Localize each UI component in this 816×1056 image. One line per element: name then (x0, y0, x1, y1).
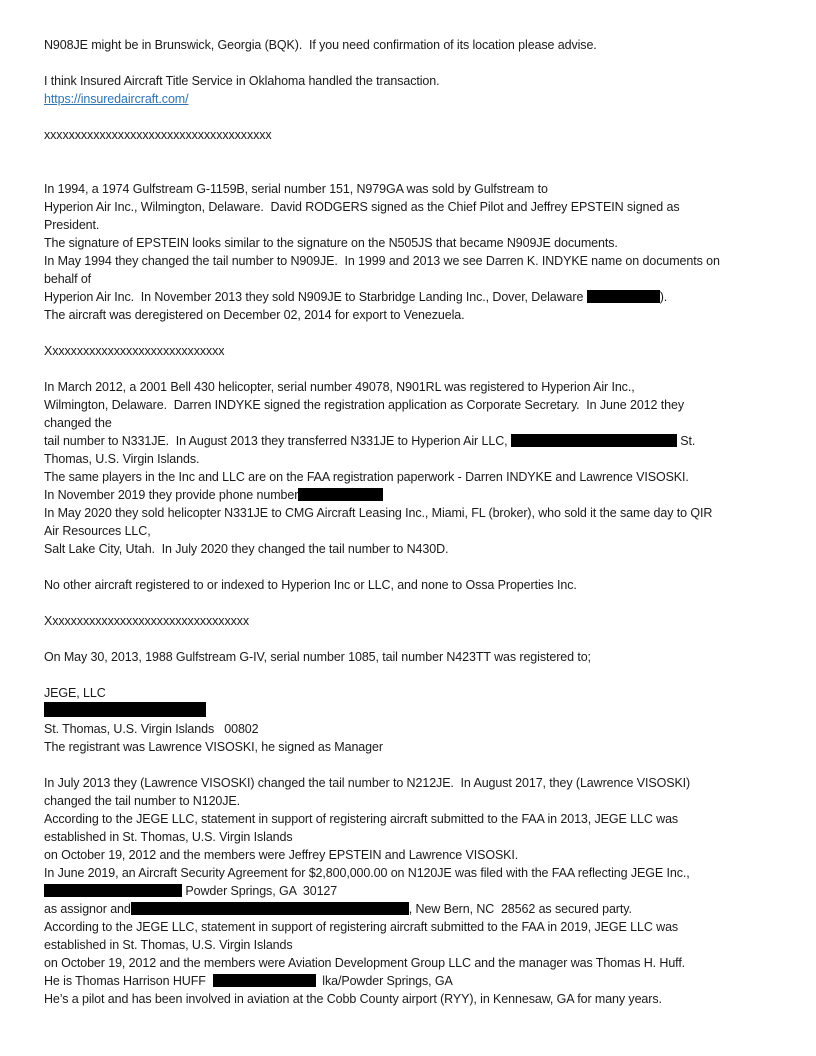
text-segment: Hyperion Air Inc. In November 2013 they sold N909JE to Starbridge Landing Inc., Dover, Delaware (44, 290, 587, 304)
text-segment: on October 19, 2012 and the members were Jeffrey EPSTEIN and Lawrence VISOSKI. (44, 848, 519, 862)
text-line (44, 738, 776, 756)
text-segment: Hyperion Air Inc., Wilmington, Delaware. David RODGERS signed as the Chief Pilot and Jeffrey EPSTEIN signed as (44, 200, 680, 214)
text-segment: Wilmington, Delaware. Darren INDYKE signed the registration application as Corporate Secretary. In June 2012 they (44, 398, 684, 412)
text-segment: Xxxxxxxxxxxxxxxxxxxxxxxxxxxxx (44, 344, 225, 358)
text-line (44, 234, 776, 252)
text-segment: changed the tail number to N120JE. (44, 794, 241, 808)
text-line (44, 342, 776, 360)
text-segment: He’s a pilot and has been involved in aviation at the Cobb County airport (RYY), in Kennesaw, GA for many years. (44, 992, 662, 1006)
text-segment: lka/Powder Springs, GA (315, 974, 453, 988)
text-line (44, 702, 776, 720)
blank-line (44, 144, 776, 162)
text-line (44, 612, 776, 630)
text-line (44, 198, 776, 216)
text-line (44, 504, 776, 522)
text-segment: The registrant was Lawrence VISOSKI, he signed as Manager (44, 740, 383, 754)
text-segment: He is Thomas Harrison HUFF (44, 974, 213, 988)
text-line (44, 864, 776, 882)
blank-line (44, 54, 776, 72)
text-segment: Xxxxxxxxxxxxxxxxxxxxxxxxxxxxxxxxx (44, 614, 250, 628)
text-line (44, 972, 776, 990)
blank-line (44, 558, 776, 576)
text-line (44, 900, 776, 918)
text-segment: In May 1994 they changed the tail number to N909JE. In 1999 and 2013 we see Darren K. INDYKE name on documents on (44, 254, 720, 268)
text-segment: ). (659, 290, 668, 304)
redaction-bar (213, 974, 316, 987)
text-segment: In May 2020 they sold helicopter N331JE to CMG Aircraft Leasing Inc., Miami, FL (broker), who sold it the same day to QIR (44, 506, 713, 520)
text-segment: St. (676, 434, 696, 448)
text-line (44, 36, 776, 54)
text-segment: The aircraft was deregistered on December 02, 2014 for export to Venezuela. (44, 308, 465, 322)
text-line (44, 180, 776, 198)
blank-line (44, 108, 776, 126)
text-segment: St. Thomas, U.S. Virgin Islands 00802 (44, 722, 259, 736)
text-segment: In 1994, a 1974 Gulfstream G-1159B, serial number 151, N979GA was sold by Gulfstream to (44, 182, 548, 196)
text-segment: In July 2013 they (Lawrence VISOSKI) changed the tail number to N212JE. In August 2017, they (Lawrence VISOSKI) (44, 776, 691, 790)
text-line (44, 540, 776, 558)
text-segment: In June 2019, an Aircraft Security Agreement for $2,800,000.00 on N120JE was filed with the FAA reflecting JEGE Inc., (44, 866, 690, 880)
redaction-bar (44, 702, 206, 717)
text-line (44, 450, 776, 468)
text-line (44, 846, 776, 864)
text-line (44, 774, 776, 792)
blank-line (44, 324, 776, 342)
text-segment: Salt Lake City, Utah. In July 2020 they changed the tail number to N430D. (44, 542, 449, 556)
text-segment: Powder Springs, GA 30127 (182, 884, 338, 898)
text-segment: In March 2012, a 2001 Bell 430 helicopter, serial number 49078, N901RL was registered to Hyperion Air Inc., (44, 380, 635, 394)
text-line (44, 792, 776, 810)
text-segment: N908JE might be in Brunswick, Georgia (BQK). If you need confirmation of its location please advise. (44, 38, 597, 52)
text-line (44, 72, 776, 90)
text-segment: On May 30, 2013, 1988 Gulfstream G-IV, serial number 1085, tail number N423TT was registered to; (44, 650, 591, 664)
text-line (44, 432, 776, 450)
text-line (44, 252, 776, 270)
text-segment: No other aircraft registered to or indexed to Hyperion Inc or LLC, and none to Ossa Properties Inc. (44, 578, 577, 592)
text-line (44, 396, 776, 414)
text-segment: established in St. Thomas, U.S. Virgin Islands (44, 830, 293, 844)
text-line (44, 126, 776, 144)
text-line (44, 90, 776, 108)
redaction-bar (131, 902, 409, 915)
text-segment: , New Bern, NC 28562 as secured party. (408, 902, 632, 916)
blank-line (44, 360, 776, 378)
text-line (44, 684, 776, 702)
text-line (44, 990, 776, 1008)
redaction-bar (587, 290, 660, 303)
text-line (44, 648, 776, 666)
text-line (44, 882, 776, 900)
text-line (44, 936, 776, 954)
text-segment: The same players in the Inc and LLC are on the FAA registration paperwork - Darren INDYKE and Lawrence VISOSKI. (44, 470, 689, 484)
document-body (44, 36, 776, 1008)
text-line (44, 576, 776, 594)
text-segment: The signature of EPSTEIN looks similar to the signature on the N505JS that became N909JE documents. (44, 236, 618, 250)
blank-line (44, 666, 776, 684)
blank-line (44, 594, 776, 612)
text-segment: President. (44, 218, 100, 232)
text-line (44, 720, 776, 738)
text-line (44, 918, 776, 936)
text-line (44, 288, 776, 306)
text-segment: on October 19, 2012 and the members were Aviation Development Group LLC and the manager was Thomas H. Huff. (44, 956, 686, 970)
text-segment: According to the JEGE LLC, statement in support of registering aircraft submitted to the FAA in 2013, JEGE LLC was (44, 812, 679, 826)
blank-line (44, 630, 776, 648)
text-line (44, 828, 776, 846)
text-segment: changed the (44, 416, 112, 430)
text-segment: tail number to N331JE. In August 2013 they transferred N331JE to Hyperion Air LLC, (44, 434, 511, 448)
text-segment: I think Insured Aircraft Title Service in Oklahoma handled the transaction. (44, 74, 440, 88)
text-segment: JEGE, LLC (44, 686, 106, 700)
text-segment: as assignor and (44, 902, 131, 916)
blank-line (44, 756, 776, 774)
text-segment: In November 2019 they provide phone number (44, 488, 299, 502)
text-line (44, 522, 776, 540)
text-line (44, 810, 776, 828)
text-line (44, 468, 776, 486)
text-line (44, 216, 776, 234)
redaction-bar (44, 884, 182, 897)
text-segment: behalf of (44, 272, 92, 286)
text-line (44, 270, 776, 288)
text-segment: established in St. Thomas, U.S. Virgin Islands (44, 938, 293, 952)
redaction-bar (511, 434, 677, 447)
redaction-bar (298, 488, 383, 501)
text-segment: According to the JEGE LLC, statement in support of registering aircraft submitted to the FAA in 2019, JEGE LLC was (44, 920, 679, 934)
text-segment: Thomas, U.S. Virgin Islands. (44, 452, 200, 466)
text-line (44, 414, 776, 432)
text-segment: xxxxxxxxxxxxxxxxxxxxxxxxxxxxxxxxxxxxx (44, 128, 272, 142)
hyperlink[interactable]: https://insuredaircraft.com/ (44, 92, 189, 106)
text-line (44, 306, 776, 324)
text-segment: Air Resources LLC, (44, 524, 151, 538)
text-line (44, 954, 776, 972)
text-line (44, 486, 776, 504)
text-line (44, 378, 776, 396)
blank-line (44, 162, 776, 180)
